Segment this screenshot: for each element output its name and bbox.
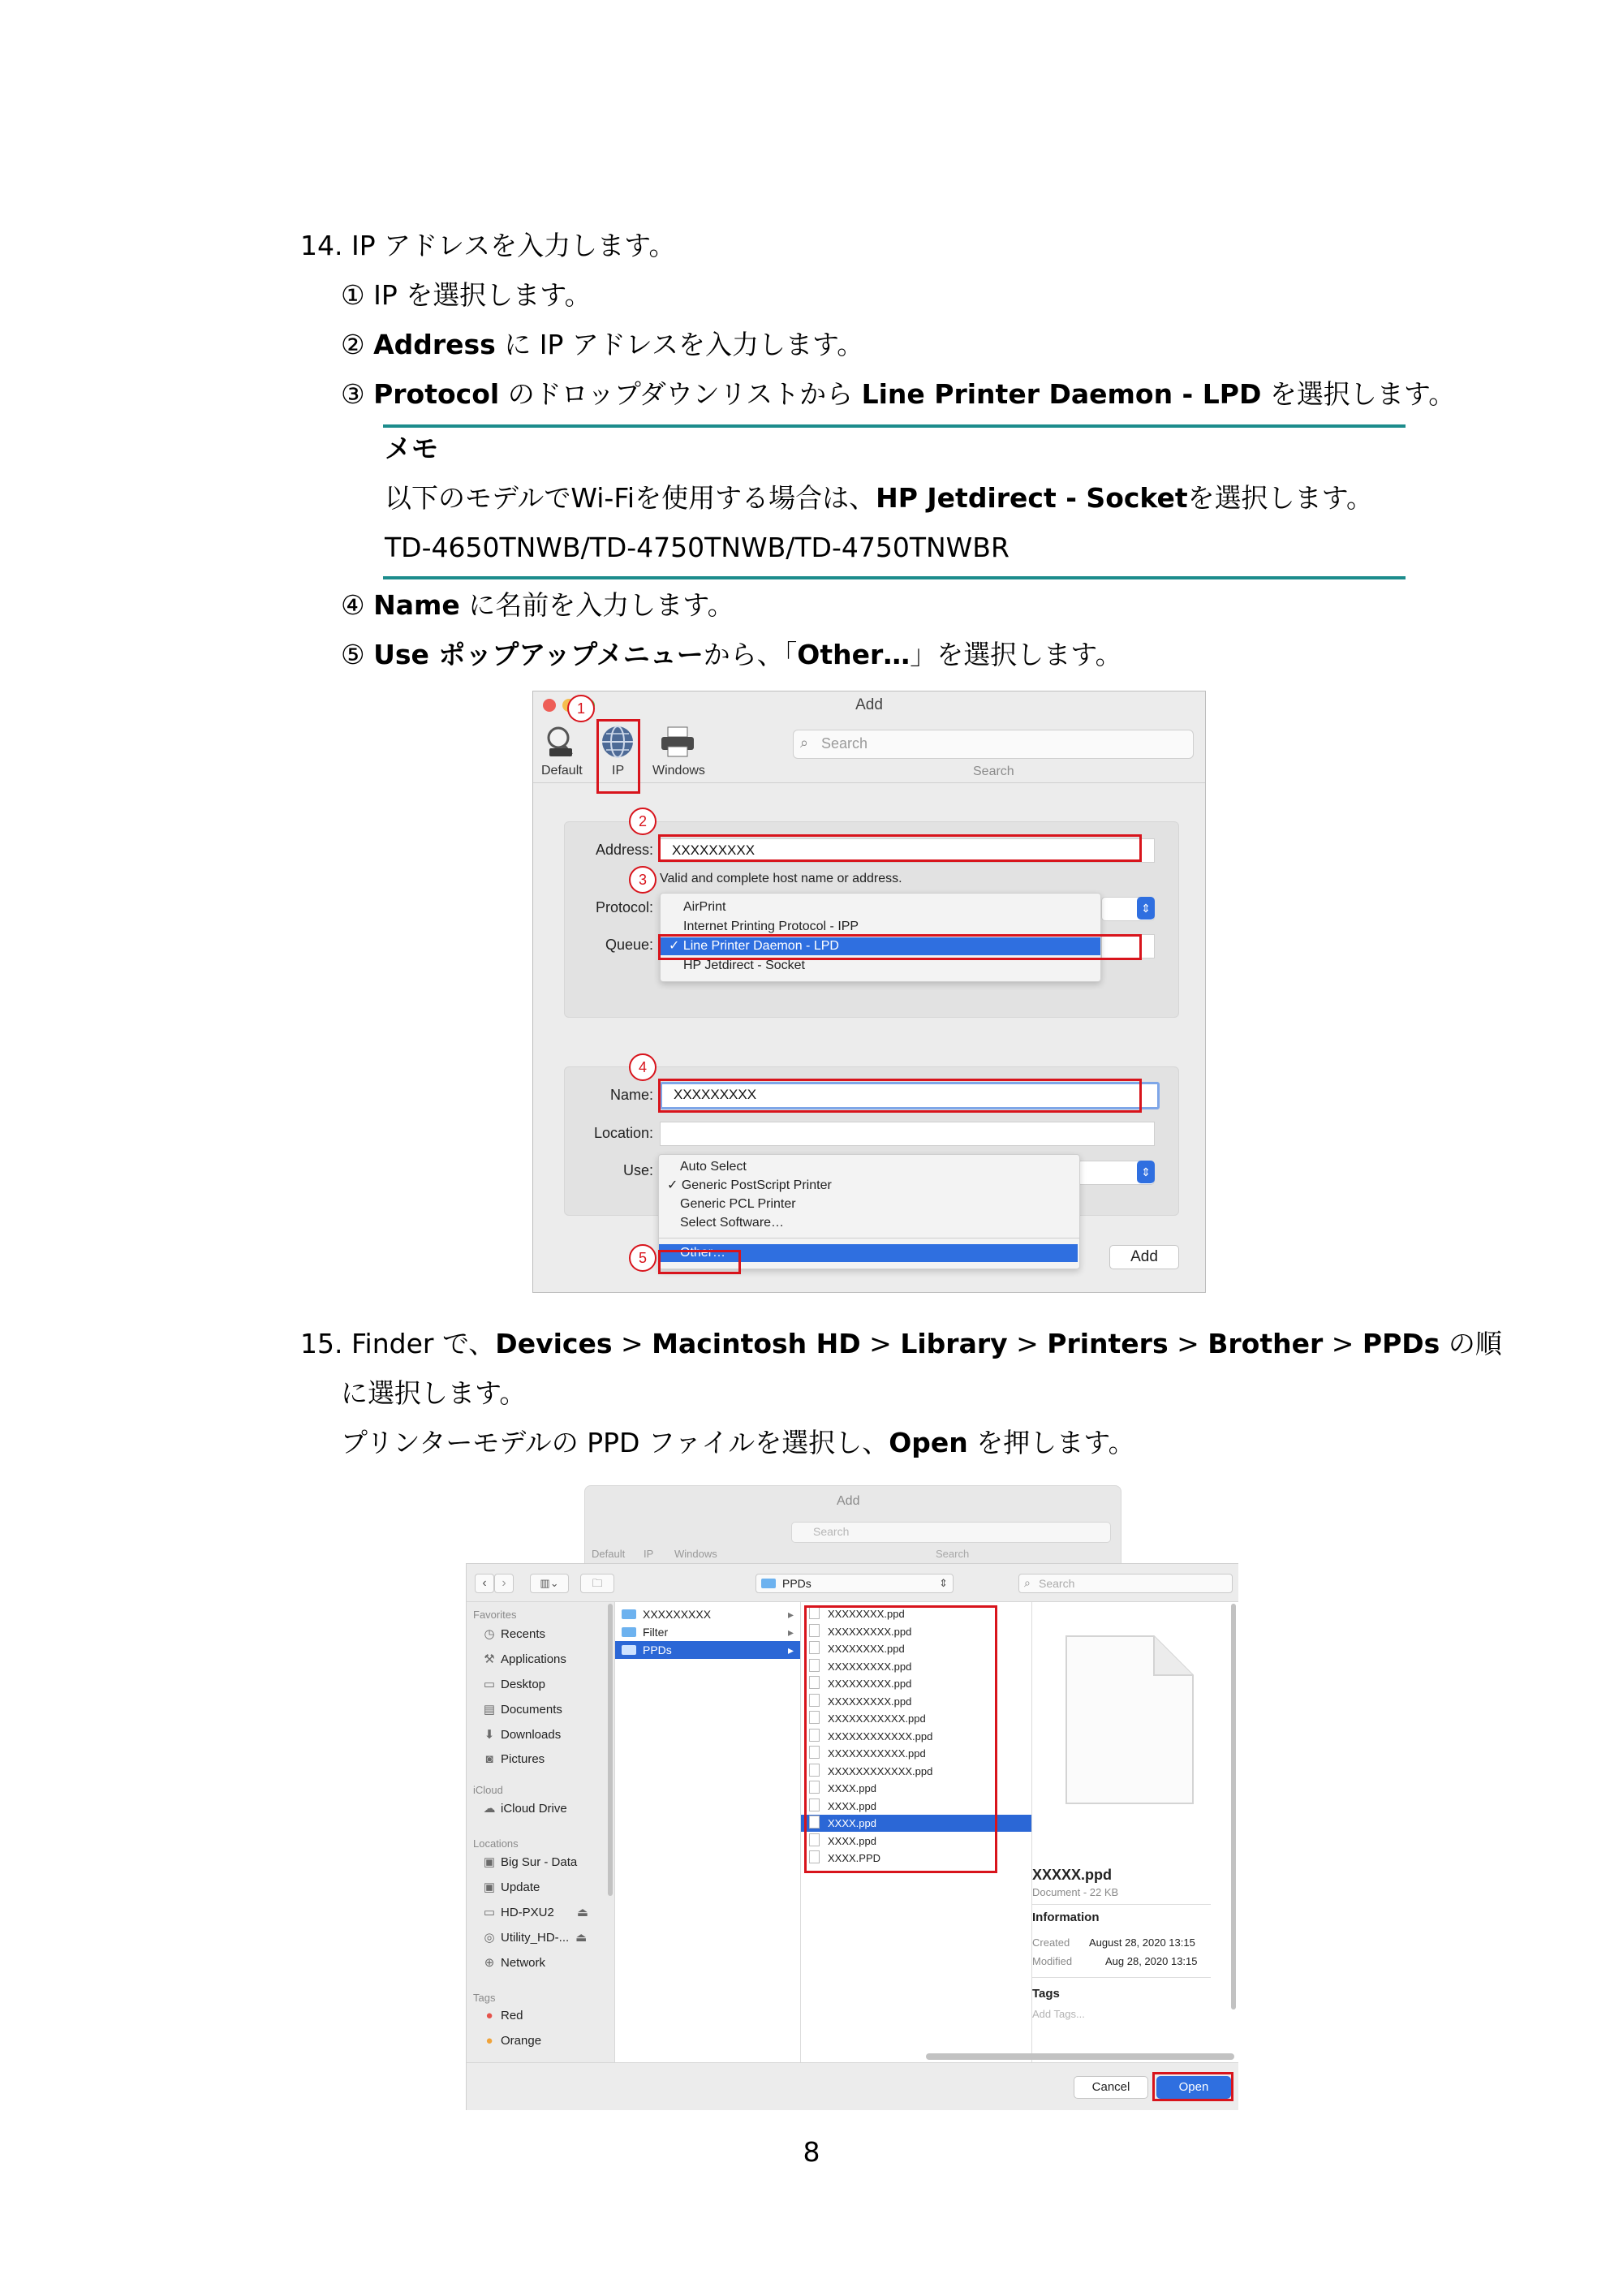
preview-pane (1032, 1602, 1238, 2062)
camera-icon: ◙ (485, 1752, 493, 1766)
path-popup[interactable] (756, 1574, 954, 1593)
use-chevron-icon[interactable]: ⇕ (1137, 1161, 1155, 1183)
substep-text: から、「 (703, 639, 798, 670)
folder-icon (622, 1627, 636, 1637)
step-bold: Printers (1047, 1328, 1169, 1359)
substep-bold: Other… (797, 639, 911, 670)
ppd-file-name: XXXX.ppd (828, 1834, 876, 1847)
search-placeholder: Search (821, 735, 868, 752)
name-value: XXXXXXXXX (674, 1087, 757, 1102)
bg-toolbar-default: Default (592, 1548, 626, 1560)
step-14-substep-2 (341, 329, 863, 361)
step-text: を押します。 (967, 1427, 1135, 1458)
substep-bold: Use ポップアップメニュー (373, 639, 704, 670)
ppd-file-name: XXXX.PPD (828, 1852, 881, 1864)
substep-text: に IP アドレスを入力します。 (495, 329, 864, 360)
disk-icon: ▣ (483, 1855, 496, 1869)
step-15-line-2: に選択します。 (341, 1377, 527, 1409)
sidebar-item-icloud-drive[interactable] (483, 1801, 567, 1816)
substep-text: 」を選択します。 (910, 639, 1122, 670)
step-14-substep-5 (341, 639, 1122, 671)
desktop-icon: ▭ (483, 1678, 496, 1691)
protocol-option-airprint[interactable]: AirPrint (683, 900, 726, 914)
cloud-icon: ☁ (483, 1802, 496, 1816)
search-icon: ⌕ (1024, 1576, 1031, 1589)
address-label: Address: (595, 842, 653, 858)
callout-box-name (658, 1079, 1142, 1113)
memo-text: 以下のモデルでWi-Fiを使用する場合は、 (385, 482, 876, 514)
callout-number-2: 2 (629, 808, 657, 835)
step-bold: Library (900, 1328, 1008, 1359)
queue-label: Queue: (605, 937, 653, 953)
information-header: Information (1032, 1910, 1100, 1924)
sidebar-label: HD-PXU2 (501, 1906, 554, 1919)
applications-icon: ⚒ (484, 1652, 495, 1666)
callout-number-4: 4 (629, 1053, 657, 1081)
ppd-file-name: XXXXXXXX.ppd (828, 1643, 905, 1655)
finder-sidebar (467, 1602, 615, 2062)
sidebar-item-tag-red[interactable] (483, 2009, 523, 2022)
ppd-file-name: XXXXXXXXXXXX.ppd (828, 1764, 933, 1777)
step-15-line-1 (300, 1328, 1502, 1360)
finder-dialog (466, 1563, 1238, 2110)
bg-search-placeholder: Search (813, 1525, 850, 1538)
folder-icon (622, 1609, 636, 1619)
sidebar-item-tag-orange[interactable] (483, 2034, 541, 2048)
step-bold: Brother (1208, 1328, 1324, 1359)
use-option-generic-postscript[interactable]: ✓ Generic PostScript Printer (667, 1178, 832, 1192)
chevron-right-icon: ▸ (787, 1608, 794, 1621)
download-icon: ⬇ (484, 1728, 495, 1742)
sidebar-item-recents[interactable] (483, 1626, 545, 1641)
sidebar-label: Red (501, 2009, 523, 2022)
bg-toolbar-ip: IP (644, 1548, 654, 1560)
preview-scrollbar[interactable] (1231, 1604, 1236, 2010)
toolbar-ip-label: IP (612, 764, 625, 778)
ppd-file-name: XXXX.ppd (828, 1782, 876, 1794)
step-14-substep-4 (341, 589, 734, 622)
substep-bold: Protocol (373, 378, 500, 410)
ppd-file-name: XXXX.ppd (828, 1817, 876, 1829)
finder-search-placeholder: Search (1039, 1577, 1075, 1590)
folder-icon (761, 1579, 776, 1588)
substep-text: を選択します。 (1261, 378, 1456, 410)
folder-name: PPDs (643, 1643, 672, 1656)
use-option-other[interactable]: Other… (659, 1244, 1078, 1262)
document-icon: ▤ (483, 1703, 496, 1717)
document-preview-icon (1065, 1635, 1195, 1809)
ppd-file-name: XXXXXXXXXXXX.ppd (828, 1730, 933, 1742)
sidebar-item-utility-hd[interactable] (483, 1930, 587, 1945)
sidebar-label: Pictures (501, 1752, 545, 1766)
callout-number-1: 1 (567, 695, 595, 722)
memo-top-rule (383, 424, 1406, 428)
protocol-label: Protocol: (595, 899, 653, 915)
substep-bold: Line Printer Daemon - LPD (861, 378, 1262, 410)
sidebar-item-documents[interactable] (483, 1702, 562, 1717)
tags-header: Tags (1032, 1987, 1060, 2001)
substep-text: のドロップダウンリストから (499, 378, 862, 410)
sidebar-label: Desktop (501, 1678, 546, 1691)
disk-icon: ▣ (483, 1880, 496, 1894)
orange-tag-dot-icon: ● (485, 2034, 493, 2048)
red-tag-dot-icon: ● (485, 2009, 493, 2022)
substep-text: IP を選択します。 (373, 279, 592, 311)
windows-printer-icon[interactable] (658, 726, 697, 764)
substep-number: ① (341, 279, 365, 311)
bg-search-field (791, 1522, 1111, 1543)
ppd-file-name: XXXXXXXXX.ppd (828, 1660, 912, 1673)
toolbar-default-label: Default (541, 764, 583, 778)
memo-line-1 (385, 482, 1373, 515)
bg-window-title: Add (837, 1494, 860, 1508)
step-text: > (1323, 1328, 1363, 1359)
open-button[interactable]: Open (1156, 2076, 1231, 2099)
callout-box-address (658, 834, 1142, 862)
memo-models: TD-4650TNWB/TD-4750TNWB/TD-4750TNWBR (385, 532, 1010, 563)
ppd-file-name: XXXXXXXXX.ppd (828, 1625, 912, 1638)
step-bold: Devices (495, 1328, 613, 1359)
browser-column-1 (615, 1602, 801, 2062)
step-bold: PPDs (1362, 1328, 1440, 1359)
window-title: Add (855, 696, 883, 713)
back-button[interactable]: ‹ (475, 1574, 494, 1593)
callout-number-5: 5 (629, 1244, 657, 1272)
use-option-generic-pcl[interactable]: Generic PCL Printer (680, 1197, 796, 1211)
sidebar-header-tags: Tags (473, 1992, 496, 2004)
substep-number: ③ (341, 378, 365, 410)
bg-search-label: Search (936, 1548, 970, 1560)
ppd-file-name: XXXXXXXXX.ppd (828, 1695, 912, 1708)
memo-bold: HP Jetdirect - Socket (876, 482, 1188, 514)
ppd-file-name: XXXXXXXXXXX.ppd (828, 1747, 926, 1760)
step-text: プリンターモデルの PPD ファイルを選択し、 (341, 1427, 889, 1458)
step-14-heading: 14. IP アドレスを入力します。 (300, 230, 676, 261)
clock-icon: ◷ (484, 1627, 495, 1641)
add-button[interactable]: Add (1109, 1245, 1179, 1269)
step-15-line-3 (341, 1427, 1135, 1459)
created-value: August 28, 2020 13:15 (1089, 1936, 1195, 1949)
step-text: 15. Finder で、 (300, 1328, 496, 1359)
substep-number: ② (341, 329, 365, 360)
forward-button[interactable]: › (494, 1574, 514, 1593)
step-14-substep-1 (341, 279, 592, 312)
new-folder-button[interactable]: 🗀 (580, 1574, 614, 1593)
sidebar-item-hd-pxu2[interactable] (483, 1905, 588, 1919)
folder-icon (622, 1645, 636, 1655)
eject-icon[interactable]: ⏏ (576, 1906, 589, 1919)
path-popup-value: PPDs (782, 1577, 812, 1590)
modified-value: Aug 28, 2020 13:15 (1105, 1955, 1198, 1967)
page-number: 8 (803, 2136, 820, 2168)
step-text: > (1007, 1328, 1048, 1359)
ppd-file-name: XXXX.ppd (828, 1799, 876, 1812)
substep-bold: Name (373, 589, 460, 621)
modified-label: Modified (1032, 1955, 1073, 1967)
default-printer-icon[interactable] (545, 724, 579, 764)
ppd-file-name: XXXXXXXXXXX.ppd (828, 1712, 926, 1725)
folder-row[interactable] (615, 1623, 800, 1641)
folder-row[interactable] (615, 1605, 800, 1623)
use-label: Use: (622, 1162, 653, 1178)
sidebar-header-favorites: Favorites (473, 1609, 517, 1621)
disc-icon: ◎ (484, 1931, 495, 1945)
drive-icon: ▭ (483, 1906, 496, 1919)
bg-toolbar-windows: Windows (674, 1548, 717, 1560)
sidebar-label: Downloads (501, 1728, 562, 1742)
globe-icon: ⊕ (484, 1956, 495, 1970)
sidebar-label: Applications (501, 1652, 566, 1666)
folder-name: XXXXXXXXX (643, 1608, 712, 1621)
sidebar-label: Network (501, 1956, 546, 1970)
search-label: Search (973, 765, 1014, 778)
protocol-option-lpd[interactable]: ✓ Line Printer Daemon - LPD (661, 937, 1100, 955)
sidebar-label: Update (501, 1880, 540, 1894)
chevron-updown-icon: ⇕ (939, 1577, 948, 1589)
memo-text: を選択します。 (1187, 482, 1374, 514)
chevron-right-icon: ▸ (787, 1643, 794, 1656)
address-value: XXXXXXXXX (672, 842, 756, 858)
horizontal-scrollbar[interactable] (926, 2053, 1234, 2060)
use-option-auto-select[interactable]: Auto Select (680, 1160, 747, 1174)
memo-title: メモ (385, 433, 438, 464)
step-text: > (1168, 1328, 1208, 1359)
location-label: Location: (593, 1125, 653, 1141)
memo-bottom-rule (383, 576, 1406, 579)
sidebar-item-update[interactable] (483, 1880, 540, 1894)
sidebar-item-downloads[interactable] (483, 1727, 561, 1742)
preview-divider (1032, 1904, 1211, 1905)
sidebar-scrollbar[interactable] (608, 1604, 613, 1896)
finder-open-screenshot (466, 1485, 1238, 2110)
ppd-file-name: XXXXXXXX.ppd (828, 1608, 905, 1620)
callout-box-open (1152, 2072, 1233, 2101)
substep-number: ④ (341, 589, 365, 621)
preview-file-kind: Document - 22 KB (1032, 1886, 1119, 1898)
folder-name: Filter (643, 1626, 669, 1639)
callout-box-ppd-list (804, 1605, 997, 1873)
ppd-file-name: XXXXXXXXX.ppd (828, 1678, 912, 1690)
folder-row-selected[interactable] (615, 1641, 800, 1659)
step-text: > (612, 1328, 652, 1359)
protocol-option-socket[interactable]: HP Jetdirect - Socket (683, 958, 805, 972)
background-add-window (584, 1485, 1121, 1568)
sidebar-item-network[interactable] (483, 1955, 545, 1970)
cancel-button[interactable]: Cancel (1074, 2076, 1148, 2099)
sidebar-header-locations: Locations (473, 1837, 519, 1850)
step-text: の順 (1440, 1328, 1502, 1359)
add-tags-field[interactable]: Add Tags... (1032, 2008, 1085, 2020)
sidebar-label: iCloud Drive (501, 1802, 567, 1816)
callout-number-3: 3 (629, 866, 657, 894)
callout-box-lpd (658, 934, 1142, 960)
finder-toolbar (467, 1564, 1238, 1602)
search-field[interactable] (793, 730, 1194, 759)
sidebar-item-applications[interactable] (483, 1652, 566, 1666)
sidebar-header-icloud: iCloud (473, 1784, 503, 1796)
search-icon: ⌕ (800, 734, 809, 751)
step-bold: Macintosh HD (652, 1328, 861, 1359)
name-label: Name: (609, 1087, 653, 1103)
sidebar-label: Orange (501, 2034, 542, 2048)
view-columns-button[interactable]: ▥⌄ (530, 1574, 569, 1593)
step-14-substep-3 (341, 378, 1455, 411)
callout-box-other (658, 1250, 741, 1274)
eject-icon[interactable]: ⏏ (575, 1931, 588, 1945)
substep-bold: Address (373, 329, 496, 360)
step-bold: Open (889, 1427, 968, 1458)
sidebar-label: Utility_HD-... (501, 1931, 570, 1945)
finder-button-bar (467, 2062, 1238, 2110)
sidebar-label: Recents (501, 1627, 546, 1641)
add-printer-screenshot (532, 691, 1206, 1293)
address-hint: Valid and complete host name or address. (660, 872, 902, 885)
callout-box-ip (596, 719, 640, 794)
sidebar-label: Documents (501, 1703, 562, 1717)
substep-text: に名前を入力します。 (459, 589, 734, 621)
use-option-select-software[interactable]: Select Software… (680, 1216, 785, 1230)
location-field[interactable] (660, 1122, 1155, 1146)
protocol-chevron-icon[interactable]: ⇕ (1137, 897, 1155, 920)
chevron-right-icon: ▸ (787, 1626, 794, 1639)
step-text: > (860, 1328, 901, 1359)
protocol-option-ipp[interactable]: Internet Printing Protocol - IPP (683, 920, 859, 933)
sidebar-label: Big Sur - Data (501, 1855, 578, 1869)
toolbar-windows-label: Windows (652, 764, 705, 778)
sidebar-item-desktop[interactable] (483, 1677, 545, 1691)
sidebar-item-big-sur-data[interactable] (483, 1854, 577, 1869)
substep-number: ⑤ (341, 639, 365, 670)
preview-divider (1032, 1977, 1211, 1978)
finder-search-field[interactable] (1018, 1574, 1233, 1593)
sidebar-item-pictures[interactable] (483, 1752, 545, 1766)
created-label: Created (1032, 1936, 1070, 1949)
preview-file-name: XXXXX.ppd (1032, 1867, 1113, 1883)
